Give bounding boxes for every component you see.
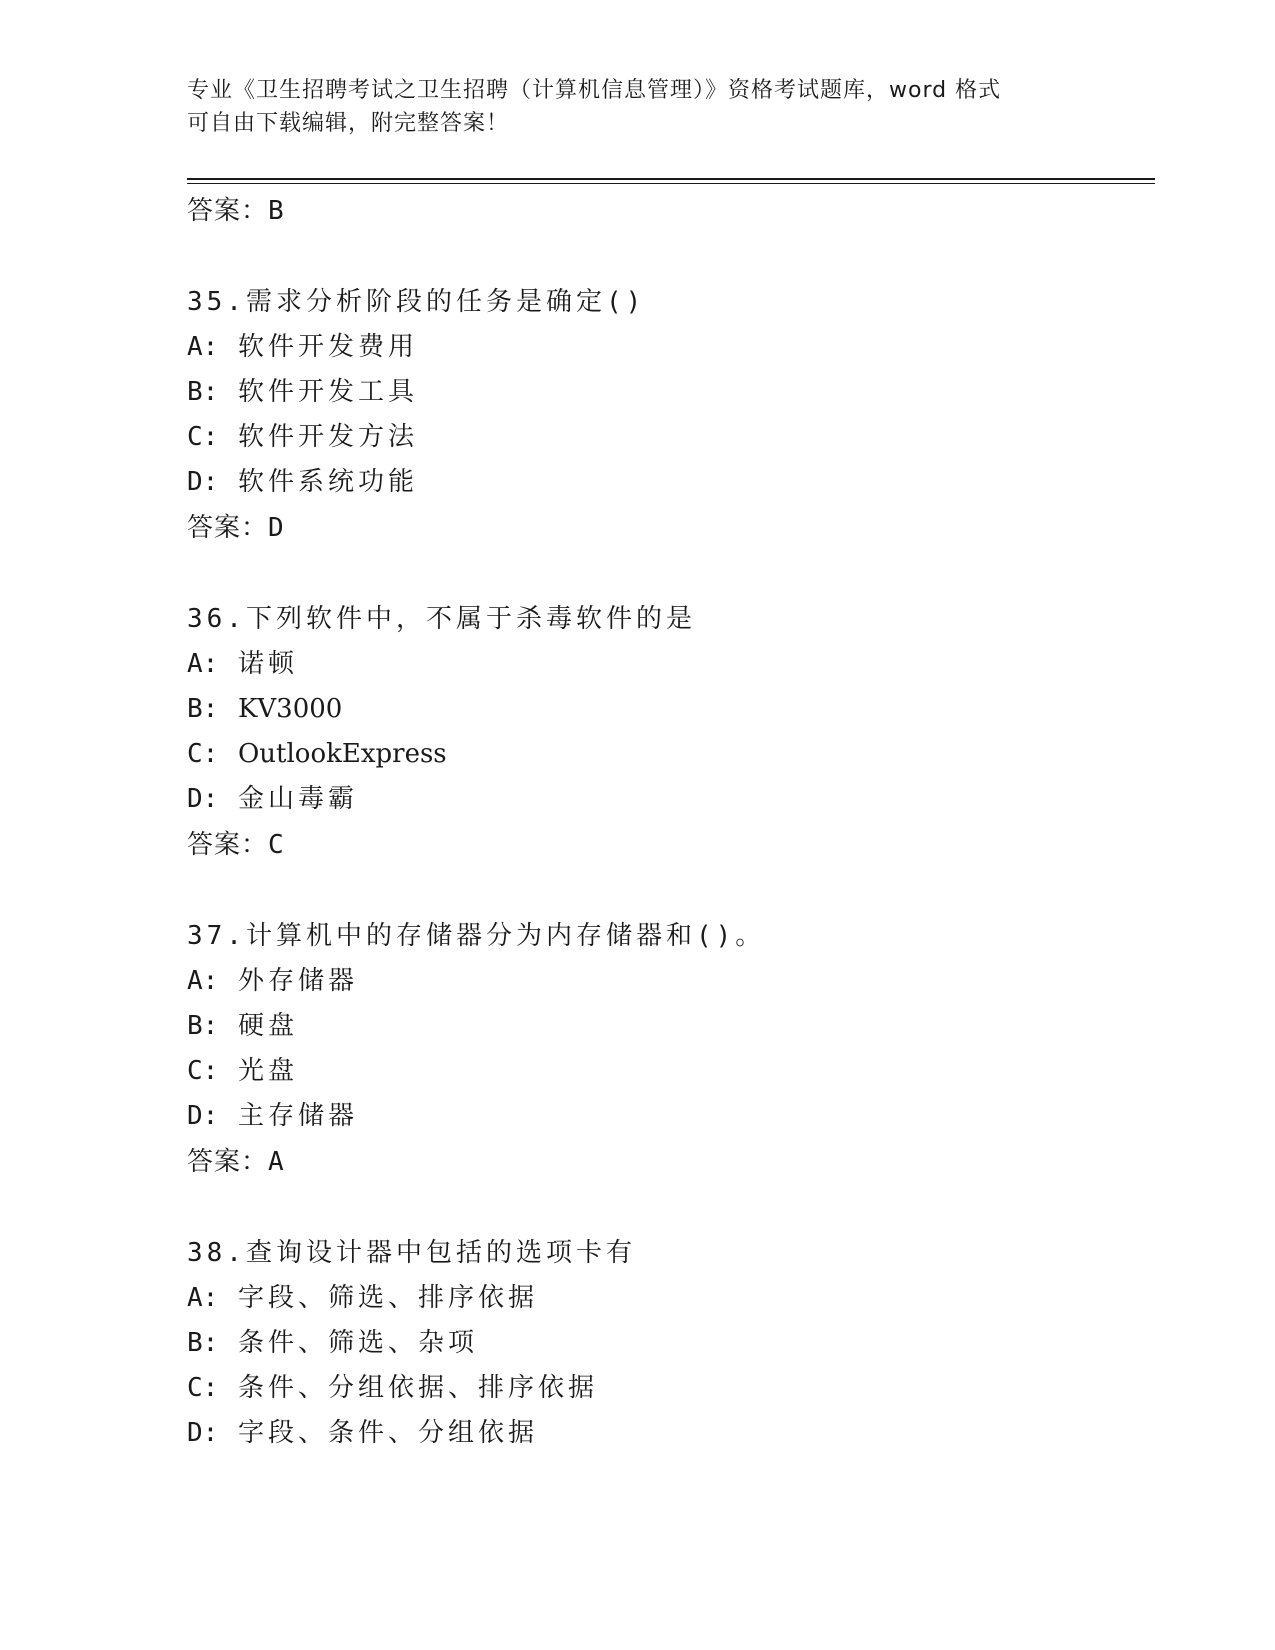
option-key: B: (187, 694, 219, 724)
document-header (187, 74, 1087, 140)
option-text: 软件开发方法 (237, 422, 418, 452)
question-stem: 36.下列软件中，不属于杀毒软件的是 (187, 604, 696, 634)
option-text: 金山毒霸 (237, 784, 358, 814)
option-text: 条件、筛选、杂项 (237, 1328, 478, 1358)
answer-value: B (268, 196, 284, 226)
option-text: OutlookExpress (237, 739, 447, 769)
option-a (187, 642, 1147, 687)
option-b (187, 1004, 1147, 1049)
answer-label: 答案： (187, 513, 269, 543)
answer-line-35 (187, 505, 1147, 551)
option-d (187, 460, 1147, 505)
option-text: 外存储器 (237, 966, 358, 996)
answer-label: 答案： (187, 1147, 269, 1177)
option-text: 光盘 (237, 1056, 298, 1086)
option-key: C: (187, 1373, 219, 1403)
option-a (187, 959, 1147, 1004)
option-text: 条件、分组依据、排序依据 (237, 1373, 598, 1403)
option-key: D: (187, 1101, 219, 1131)
header-line-2: 可自由下载编辑，附完整答案！ (187, 111, 510, 136)
option-text: 主存储器 (237, 1101, 358, 1131)
answer-line-37 (187, 1139, 1147, 1185)
option-d (187, 777, 1147, 822)
answer-label: 答案： (187, 196, 269, 226)
option-key: A: (187, 332, 219, 362)
question-block-35 (187, 279, 1147, 551)
option-key: A: (187, 1283, 219, 1313)
option-d (187, 1094, 1147, 1139)
question-stem: 35.需求分析阶段的任务是确定() (187, 287, 646, 317)
header-rule-thick (187, 178, 1155, 180)
option-c (187, 1366, 1147, 1411)
option-text: 诺顿 (237, 649, 298, 679)
answer-value: D (268, 513, 284, 543)
answer-line-36 (187, 822, 1147, 868)
option-text: 字段、筛选、排序依据 (237, 1283, 538, 1313)
question-block-36 (187, 596, 1147, 868)
option-d (187, 1411, 1147, 1456)
option-text: 软件开发费用 (237, 332, 418, 362)
question-stem: 37.计算机中的存储器分为内存储器和()。 (187, 921, 766, 951)
option-text: 软件系统功能 (237, 467, 418, 497)
answer-label: 答案： (187, 830, 269, 860)
option-key: B: (187, 1328, 219, 1358)
option-c (187, 1049, 1147, 1094)
option-key: D: (187, 467, 219, 497)
header-line-1: 专业《卫生招聘考试之卫生招聘（计算机信息管理）》资格考试题库，word 格式 (187, 78, 1002, 103)
option-key: A: (187, 649, 219, 679)
option-a (187, 1276, 1147, 1321)
option-a (187, 325, 1147, 370)
option-text: 硬盘 (237, 1011, 298, 1041)
option-key: D: (187, 1418, 219, 1448)
answer-value: A (268, 1147, 284, 1177)
option-key: A: (187, 966, 219, 996)
option-key: B: (187, 1011, 219, 1041)
option-text: 字段、条件、分组依据 (237, 1418, 538, 1448)
question-block-37 (187, 913, 1147, 1185)
option-text: 软件开发工具 (237, 377, 418, 407)
option-key: C: (187, 422, 219, 452)
option-c (187, 415, 1147, 460)
question-block-38 (187, 1230, 1147, 1456)
question-list (187, 188, 1147, 1456)
answer-value: C (268, 830, 284, 860)
option-key: C: (187, 1056, 219, 1086)
question-stem: 38.查询设计器中包括的选项卡有 (187, 1238, 636, 1268)
option-key: D: (187, 784, 219, 814)
option-b (187, 370, 1147, 415)
header-rule-thin (187, 183, 1155, 184)
option-text: KV3000 (237, 694, 343, 724)
option-c (187, 732, 1147, 777)
option-b (187, 687, 1147, 732)
option-b (187, 1321, 1147, 1366)
option-key: C: (187, 739, 219, 769)
answer-line-34 (187, 188, 1147, 234)
option-key: B: (187, 377, 219, 407)
